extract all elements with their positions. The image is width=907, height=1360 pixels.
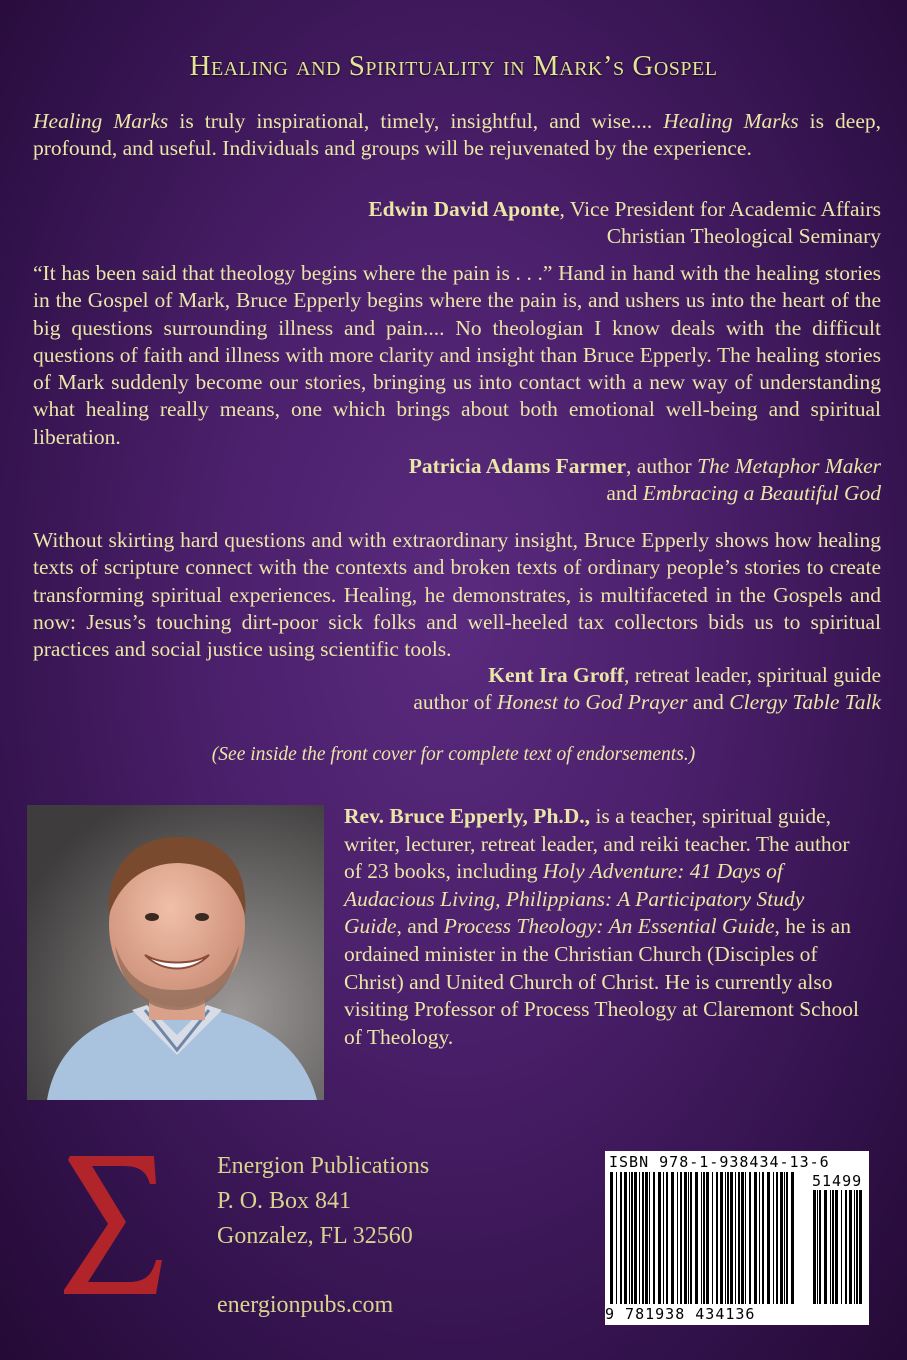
endorsement-text-span: is truly inspirational, timely, insightful, and wise.... (168, 109, 664, 133)
barcode-bar (703, 1172, 705, 1304)
barcode-bar (634, 1172, 637, 1304)
barcode-bar (653, 1172, 655, 1304)
barcode-bar (666, 1172, 668, 1304)
barcode-bar (767, 1172, 770, 1304)
barcode-bar (859, 1190, 862, 1304)
barcode-bar (701, 1172, 702, 1304)
price-addon-barcode (812, 1190, 864, 1304)
barcode-bar (832, 1190, 834, 1304)
author-conjunction: and (687, 690, 730, 715)
author-name: Edwin David Aponte (368, 197, 560, 221)
bio-author-name: Rev. Bruce Epperly, Ph.D., (344, 804, 591, 828)
barcode-bar (712, 1172, 713, 1304)
author-title: , retreat leader, spiritual guide (623, 663, 881, 687)
publisher-website[interactable]: energionpubs.com (217, 1292, 394, 1318)
barcode-bar (780, 1172, 783, 1304)
barcode-bar (695, 1172, 698, 1304)
barcode-bar (629, 1172, 630, 1304)
barcode-bar (849, 1190, 852, 1304)
barcode-bar (677, 1172, 678, 1304)
publisher-address-line2: Gonzalez, FL 32560 (217, 1223, 413, 1249)
publisher-name: Energion Publications (217, 1153, 430, 1179)
barcode-bar (720, 1172, 723, 1304)
barcode-bar (706, 1172, 709, 1304)
barcode-bar (642, 1172, 644, 1304)
author-name: Patricia Adams Farmer (408, 454, 627, 478)
barcode-bar (690, 1172, 692, 1304)
barcode-bar (786, 1172, 788, 1304)
barcode-bar (841, 1190, 842, 1304)
author-name: Kent Ira Groff (488, 663, 624, 687)
barcode-bar (680, 1172, 682, 1304)
author-book: The Metaphor Maker (697, 454, 881, 478)
bio-text: is a teacher, spiritual guide, writer, lecturer, retreat leader, and reiki teacher. The author of 23 books, including (344, 804, 850, 884)
barcode-bar (663, 1172, 664, 1304)
barcode-bar (671, 1172, 674, 1304)
ean-number-text: 9 781938 434136 (605, 1305, 756, 1323)
author-book: Clergy Table Talk (729, 690, 881, 715)
barcode-bar (819, 1190, 821, 1304)
barcode-bar (624, 1172, 627, 1304)
cover-title: Healing and Spirituality in Mark’s Gospel (189, 50, 718, 82)
barcode-bar (684, 1172, 687, 1304)
barcode-bar (824, 1190, 827, 1304)
author-photo (27, 805, 324, 1100)
barcode-bar (759, 1172, 760, 1304)
barcode-bar (716, 1172, 718, 1304)
author-conjunction: author of (413, 690, 497, 715)
barcode-bar (616, 1172, 617, 1304)
barcode-bar (631, 1172, 633, 1304)
publisher-address-line1: P. O. Box 841 (217, 1188, 352, 1214)
barcode-bar (749, 1172, 751, 1304)
book-title-italic: Healing Marks (33, 109, 169, 133)
barcode-bar (688, 1172, 689, 1304)
barcode-bar (856, 1190, 858, 1304)
author-title: , Vice President for Academic Affairs (559, 197, 881, 221)
barcode-bar (639, 1172, 640, 1304)
ean-barcode (609, 1172, 799, 1304)
barcode-bar (762, 1172, 764, 1304)
barcode-bar (773, 1172, 774, 1304)
bio-book-titles: Holy Adventure: 41 Days of Audacious Living, Philippians: A Participatory Study Guide (344, 859, 805, 939)
barcode-bar (813, 1190, 816, 1304)
barcode-bar (727, 1172, 729, 1304)
barcode-bar (830, 1190, 831, 1304)
barcode-bar (735, 1172, 736, 1304)
endorsement-2-text: “It has been said that theology begins where the pain is . . .” Hand in hand with the healing stories in the Gospel of Mark, Bruce Epperly begins where the pain is, and ushers us into the heart of the big questions surrounding illness and pain.... No theologian I know deals with the difficult questions of faith and illness with more clarity and insight than Bruce Epperly. The healing stories of Mark suddenly become our stories, bringing us into contact with a new way of understanding what healing really means, one which brings about both emotional well-being and spiritual liberation. (33, 261, 881, 449)
author-portrait-illustration (27, 805, 324, 1100)
endorsement-3-text: Without skirting hard questions and with extraordinary insight, Bruce Epperly shows how healing texts of scripture connect with the contexts and broken texts of ordinary people’s stories to create transforming spiritual experiences. Healing, he demonstrates, is multifaceted in the Gospels and now: Jesus’s touching dirt-poor sick folks and well-heeled tax collectors bids us to spiritual practices and social justice using scientific tools. (33, 528, 881, 662)
barcode-bar (817, 1190, 818, 1304)
barcode-bar (854, 1190, 855, 1304)
author-book: Embracing a Beautiful God (642, 481, 881, 506)
barcode-bar (658, 1172, 661, 1304)
barcode-bar (649, 1172, 650, 1304)
bio-book-titles: Process Theology: An Essential Guide (443, 914, 775, 939)
barcode-bar (730, 1172, 733, 1304)
barcode-bar (645, 1172, 648, 1304)
author-bio (344, 803, 862, 1051)
author-affiliation: Christian Theological Seminary (606, 224, 881, 249)
author-book: Honest to God Prayer (496, 690, 688, 715)
author-title: , author (626, 454, 698, 478)
barcode-bar (745, 1172, 746, 1304)
endorsement-2-author (409, 453, 881, 508)
endorsement-1-author (368, 196, 881, 251)
barcode-bar (835, 1190, 838, 1304)
barcode-bar (776, 1172, 778, 1304)
barcode-bar (620, 1172, 622, 1304)
endorsement-text-span: is deep, profound, and useful. Individuals and groups will be rejuvenated by the experience. (33, 109, 882, 161)
endorsement-3-author (413, 662, 881, 717)
barcode-bar (725, 1172, 726, 1304)
barcode-bar (754, 1172, 757, 1304)
endorsement-1-text (33, 108, 881, 163)
bio-text: , he is an ordained minister in the Christian Church (Disciples of Christ) and United Church of Christ. He is currently also visiting Professor of Process Theology at Claremont School of Theology. (344, 914, 859, 1049)
book-title-italic: Healing Marks (663, 109, 799, 133)
publisher-sigma-logo-icon (62, 1150, 162, 1300)
barcode-bar (741, 1172, 744, 1304)
author-conjunction: and (606, 481, 643, 506)
barcode-bar (784, 1172, 785, 1304)
isbn-text: ISBN 978-1-938434-13-6 (609, 1153, 830, 1171)
barcode-bar (791, 1172, 794, 1304)
bio-text: , and (396, 914, 444, 939)
barcode-bar (845, 1190, 847, 1304)
barcode-bar (738, 1172, 740, 1304)
price-code-text: 51499 (812, 1172, 863, 1190)
barcode-bar (610, 1172, 613, 1304)
endorsement-note: (See inside the front cover for complete text of endorsements.) (211, 744, 696, 765)
